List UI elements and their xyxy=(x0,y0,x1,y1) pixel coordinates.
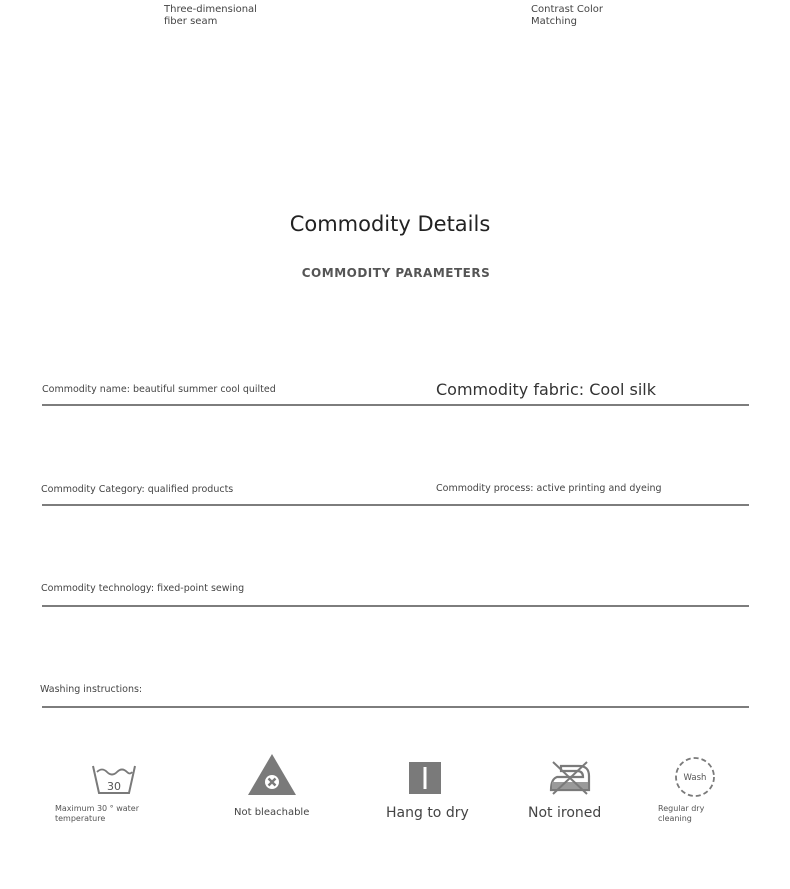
divider xyxy=(42,504,749,506)
washing-instructions-label: Washing instructions: xyxy=(40,684,143,695)
param-fabric: Commodity fabric: Cool silk xyxy=(436,380,657,399)
care-caption-bleach: Not bleachable xyxy=(234,807,310,818)
care-caption-dry-clean: Regular dry cleaning xyxy=(658,804,705,823)
wash-30-icon xyxy=(90,762,138,800)
feature-caption-color: Contrast Color Matching xyxy=(531,4,604,27)
param-category: Commodity Category: qualified products xyxy=(41,484,234,495)
dry-clean-badge-text: Wash xyxy=(683,773,707,783)
param-name: Commodity name: beautiful summer cool quilted xyxy=(42,384,276,395)
dry-clean-icon xyxy=(673,755,717,803)
care-caption-hang-dry: Hang to dry xyxy=(386,805,469,821)
param-technology: Commodity technology: fixed-point sewing xyxy=(41,583,245,594)
param-process: Commodity process: active printing and dyeing xyxy=(436,483,662,494)
feature-caption-seam: Three-dimensional fiber seam xyxy=(164,4,257,27)
no-bleach-icon xyxy=(247,753,297,801)
section-title: Commodity Details xyxy=(289,212,491,236)
divider xyxy=(42,706,749,708)
care-caption-no-iron: Not ironed xyxy=(528,805,602,821)
divider xyxy=(42,404,749,406)
no-iron-icon xyxy=(549,760,591,800)
section-subtitle: COMMODITY PARAMETERS xyxy=(301,266,491,280)
wash-temperature-number: 30 xyxy=(107,780,121,793)
hang-dry-icon xyxy=(409,762,441,798)
care-caption-wash: Maximum 30 ° water temperature xyxy=(55,804,140,823)
divider xyxy=(42,605,749,607)
